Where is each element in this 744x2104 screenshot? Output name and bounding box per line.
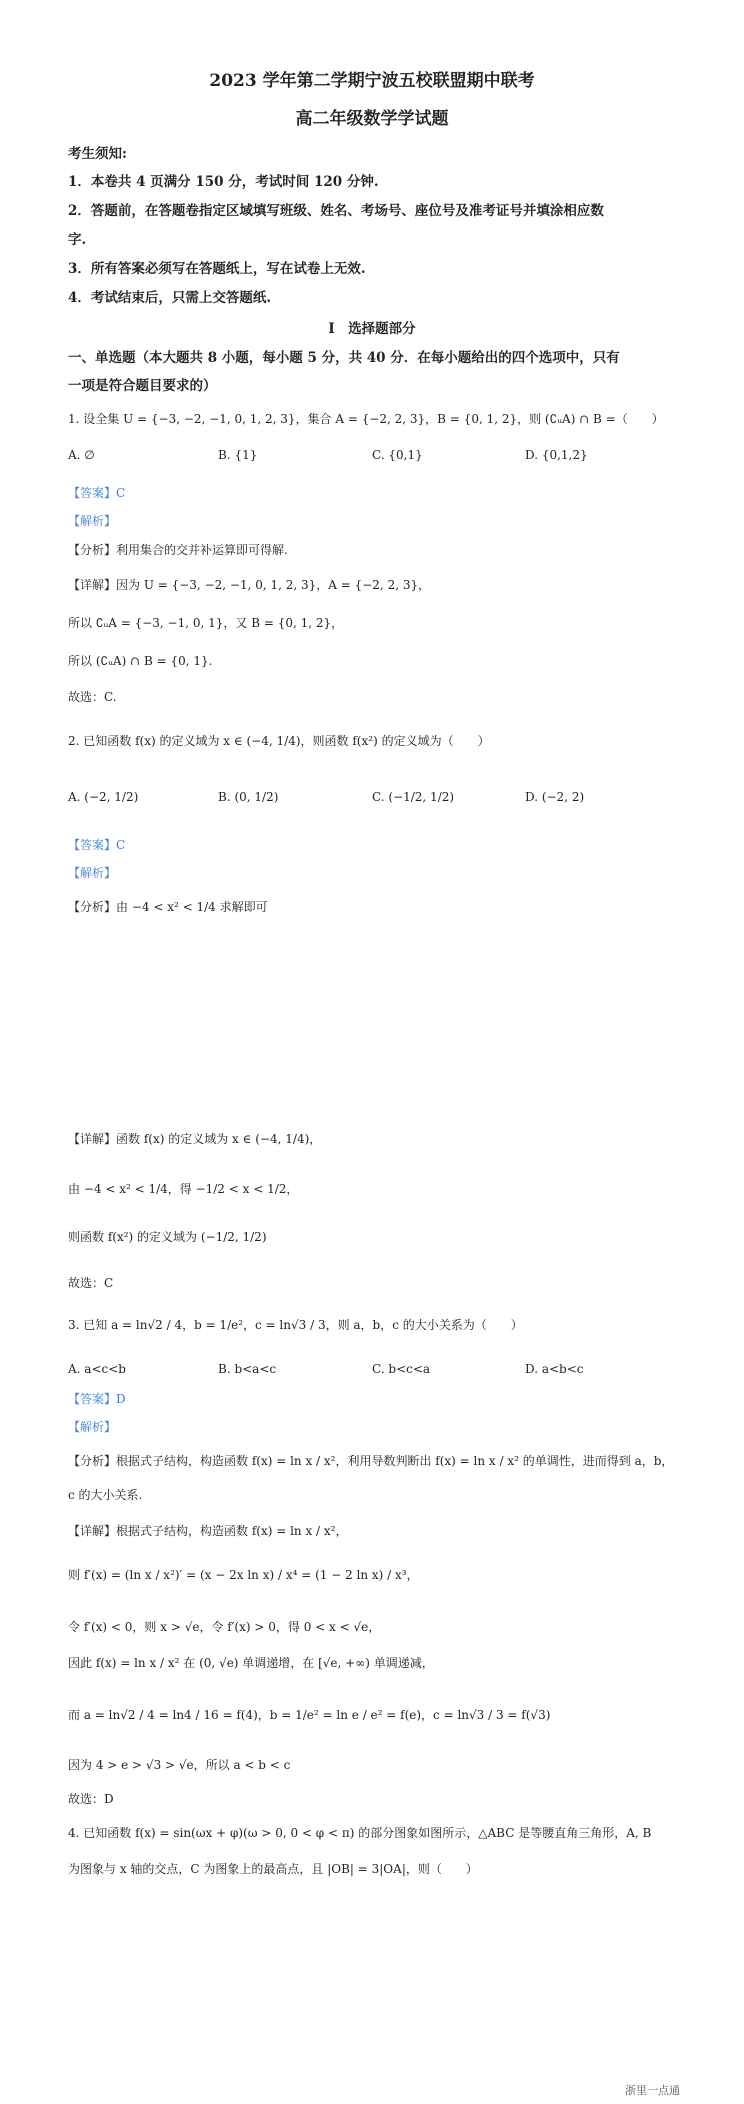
notice-heading: 考生须知: (68, 146, 127, 162)
page-subtitle: 高二年级数学学试题 (295, 109, 449, 129)
notice-item: 字. (68, 232, 87, 248)
q3-detail: 令 f′(x) < 0，则 x > √e，令 f′(x) > 0，得 0 < x < √e， (68, 1620, 381, 1634)
q1-option-c: C. {0,1} (372, 448, 423, 462)
question-1-stem: 1. 设全集 U = {−3, −2, −1, 0, 1, 2, 3}，集合 A = {−2, 2, 3}，B = {0, 1, 2}，则 (∁ᵤA) ∩ B =（ ） (68, 412, 664, 426)
q3-analysis-cont: c 的大小关系. (68, 1488, 143, 1502)
q1-option-b: B. {1} (218, 448, 258, 462)
notice-item: 1．本卷共 4 页满分 150 分，考试时间 120 分钟. (68, 174, 379, 190)
q2-answer: 【答案】C (68, 838, 126, 852)
q2-choice: 故选：C (68, 1276, 114, 1290)
q2-detail: 【详解】函数 f(x) 的定义域为 x ∈ (−4, 1/4)， (68, 1132, 322, 1146)
q3-detail: 因为 4 > e > √3 > √e，所以 a < b < c (68, 1758, 291, 1772)
notice-item: 3．所有答案必须写在答题纸上，写在试卷上无效. (68, 261, 366, 277)
q1-detail: 所以 (∁ᵤA) ∩ B = {0, 1}. (68, 654, 213, 668)
q3-option-c: C. b<c<a (372, 1362, 431, 1376)
notice-item: 4．考试结束后，只需上交答题纸. (68, 290, 272, 306)
q1-analysis: 【分析】利用集合的交并补运算即可得解. (68, 543, 288, 557)
q1-detail: 所以 ∁ᵤA = {−3, −1, 0, 1}，又 B = {0, 1, 2}， (68, 616, 344, 630)
q3-choice: 故选：D (68, 1792, 114, 1806)
q2-analysis: 【分析】由 −4 < x² < 1/4 求解即可 (68, 900, 268, 914)
q1-answer: 【答案】C (68, 486, 126, 500)
q3-analysis-tag: 【解析】 (68, 1420, 117, 1434)
q1-option-d: D. {0,1,2} (525, 448, 588, 462)
q1-choice: 故选：C. (68, 690, 117, 704)
q3-option-d: D. a<b<c (525, 1362, 584, 1376)
question-4-stem-cont: 为图象与 x 轴的交点，C 为图象上的最高点，且 |OB| = 3|OA|，则（ ） (68, 1862, 478, 1876)
q2-detail: 则函数 f(x²) 的定义域为 (−1/2, 1/2) (68, 1230, 267, 1244)
q3-detail: 因此 f(x) = ln x / x² 在 (0, √e) 单调递增，在 [√e, +∞) 单调递减， (68, 1656, 434, 1670)
q3-answer: 【答案】D (68, 1392, 126, 1406)
question-4-stem: 4. 已知函数 f(x) = sin(ωx + φ)(ω > 0, 0 < φ < π) 的部分图象如图所示，△ABC 是等腰直角三角形，A, B (68, 1826, 652, 1840)
q2-detail: 由 −4 < x² < 1/4，得 −1/2 < x < 1/2， (68, 1182, 299, 1196)
page-title: 2023 学年第二学期宁波五校联盟期中联考 (209, 71, 535, 91)
part-heading: I 选择题部分 (328, 321, 416, 337)
question-2-stem: 2. 已知函数 f(x) 的定义域为 x ∈ (−4, 1/4)，则函数 f(x²) 的定义域为（ ） (68, 734, 490, 748)
q3-detail: 而 a = ln√2 / 4 = ln4 / 16 = f(4)，b = 1/e² = ln e / e² = f(e)，c = ln√3 / 3 = f(√3) (68, 1708, 551, 1722)
q3-option-a: A. a<c<b (68, 1362, 126, 1376)
q3-detail: 【详解】根据式子结构，构造函数 f(x) = ln x / x²， (68, 1524, 348, 1538)
question-3-stem: 3. 已知 a = ln√2 / 4，b = 1/e²，c = ln√3 / 3，则 a，b，c 的大小关系为（ ） (68, 1318, 523, 1332)
q3-option-b: B. b<a<c (218, 1362, 277, 1376)
watermark: 浙里一点通 (625, 2085, 680, 2097)
q2-option-a: A. (−2, 1/2) (68, 790, 139, 804)
q1-analysis-tag: 【解析】 (68, 514, 117, 528)
q2-analysis-tag: 【解析】 (68, 866, 117, 880)
q3-analysis: 【分析】根据式子结构，构造函数 f(x) = ln x / x²，利用导数判断出 f(x) = ln x / x² 的单调性，进而得到 a，b， (68, 1454, 674, 1468)
q1-option-a: A. ∅ (68, 448, 95, 462)
section-heading: 一、单选题（本大题共 8 小题，每小题 5 分，共 40 分．在每小题给出的四个选项中，只有 (68, 350, 620, 366)
q2-option-d: D. (−2, 2) (525, 790, 585, 804)
q2-option-b: B. (0, 1/2) (218, 790, 279, 804)
q1-detail: 【详解】因为 U = {−3, −2, −1, 0, 1, 2, 3}，A = {−2, 2, 3}， (68, 578, 431, 592)
q2-option-c: C. (−1/2, 1/2) (372, 790, 455, 804)
notice-item: 2．答题前，在答题卷指定区域填写班级、姓名、考场号、座位号及准考证号并填涂相应数 (68, 203, 604, 219)
section-heading-cont: 一项是符合题目要求的） (68, 378, 217, 394)
q3-detail: 则 f′(x) = (ln x / x²)′ = (x − 2x ln x) / x⁴ = (1 − 2 ln x) / x³， (68, 1568, 419, 1582)
